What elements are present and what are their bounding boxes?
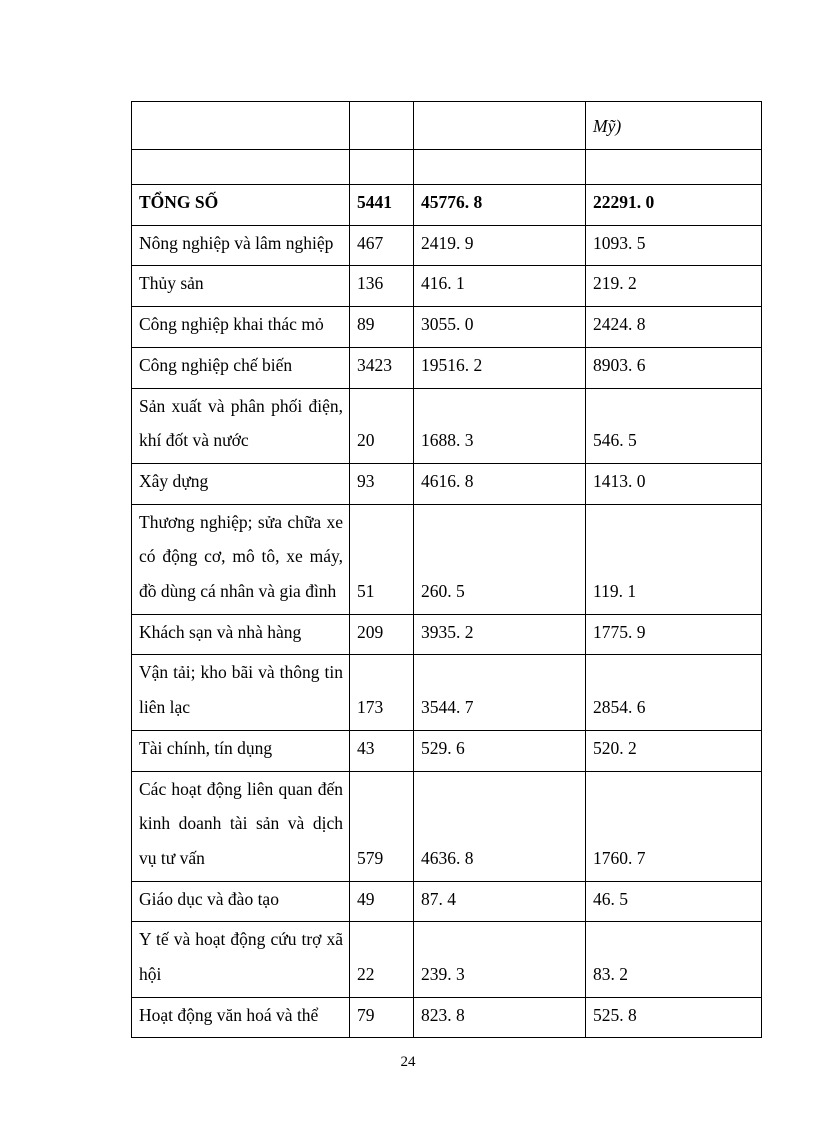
table-row [132, 771, 762, 881]
table-row [132, 997, 762, 1038]
sector-registered-capital: 1688. 3 [414, 388, 586, 463]
sector-registered-capital: 4636. 8 [414, 771, 586, 881]
sector-implemented-capital: 119. 1 [586, 504, 762, 614]
sector-implemented-capital: 1775. 9 [586, 614, 762, 655]
sector-registered-capital: 260. 5 [414, 504, 586, 614]
sector-registered-capital: 2419. 9 [414, 225, 586, 266]
sector-name: Vận tải; kho bãi và thông tin liên lạc [132, 655, 350, 730]
fdi-sector-table [131, 101, 762, 1038]
total-label: TỔNG SỐ [132, 185, 350, 226]
sector-name: Tài chính, tín dụng [132, 730, 350, 771]
sector-name: Giáo dục và đào tạo [132, 881, 350, 922]
total-registered-capital: 45776. 8 [414, 185, 586, 226]
table-row [132, 225, 762, 266]
sector-implemented-capital: 520. 2 [586, 730, 762, 771]
sector-implemented-capital: 2424. 8 [586, 307, 762, 348]
sector-registered-capital: 19516. 2 [414, 347, 586, 388]
header-unit-text: Mỹ) [593, 116, 622, 137]
sector-implemented-capital: 219. 2 [586, 266, 762, 307]
sector-name: Công nghiệp chế biến [132, 347, 350, 388]
sector-implemented-capital: 1760. 7 [586, 771, 762, 881]
sector-implemented-capital: 2854. 6 [586, 655, 762, 730]
sector-projects: 136 [350, 266, 414, 307]
blank-cell-1 [132, 150, 350, 185]
header-row-continuation [132, 102, 762, 150]
sector-projects: 22 [350, 922, 414, 997]
table-row [132, 463, 762, 504]
sector-name: Nông nghiệp và lâm nghiệp [132, 225, 350, 266]
sector-projects: 89 [350, 307, 414, 348]
sector-projects: 579 [350, 771, 414, 881]
table-row [132, 614, 762, 655]
sector-registered-capital: 3055. 0 [414, 307, 586, 348]
sector-name: Thủy sản [132, 266, 350, 307]
sector-name: Hoạt động văn hoá và thể [132, 997, 350, 1038]
sector-name: Các hoạt động liên quan đến kinh doanh tài sản và dịch vụ tư vấn [132, 771, 350, 881]
sector-implemented-capital: 8903. 6 [586, 347, 762, 388]
table-row [132, 922, 762, 997]
sector-name: Khách sạn và nhà hàng [132, 614, 350, 655]
sector-implemented-capital: 546. 5 [586, 388, 762, 463]
header-cell-registered-capital [414, 102, 586, 150]
sector-implemented-capital: 83. 2 [586, 922, 762, 997]
total-projects: 5441 [350, 185, 414, 226]
sector-projects: 173 [350, 655, 414, 730]
sector-name: Xây dựng [132, 463, 350, 504]
total-implemented-capital: 22291. 0 [586, 185, 762, 226]
sector-registered-capital: 4616. 8 [414, 463, 586, 504]
sector-projects: 43 [350, 730, 414, 771]
header-row-blank [132, 150, 762, 185]
table-row [132, 881, 762, 922]
sector-projects: 20 [350, 388, 414, 463]
sector-projects: 51 [350, 504, 414, 614]
sector-name: Thương nghiệp; sửa chữa xe có động cơ, mô tô, xe máy, đồ dùng cá nhân và gia đình [132, 504, 350, 614]
sector-name: Y tế và hoạt động cứu trợ xã hội [132, 922, 350, 997]
sector-projects: 49 [350, 881, 414, 922]
sector-registered-capital: 416. 1 [414, 266, 586, 307]
sector-projects: 467 [350, 225, 414, 266]
sector-registered-capital: 3935. 2 [414, 614, 586, 655]
sector-implemented-capital: 525. 8 [586, 997, 762, 1038]
table-row [132, 730, 762, 771]
header-cell-sector [132, 102, 350, 150]
header-cell-projects [350, 102, 414, 150]
sector-implemented-capital: 1093. 5 [586, 225, 762, 266]
sector-registered-capital: 529. 6 [414, 730, 586, 771]
sector-implemented-capital: 1413. 0 [586, 463, 762, 504]
table-row [132, 307, 762, 348]
table-row [132, 504, 762, 614]
total-row [132, 185, 762, 226]
sector-name: Công nghiệp khai thác mỏ [132, 307, 350, 348]
blank-cell-3 [414, 150, 586, 185]
sector-registered-capital: 3544. 7 [414, 655, 586, 730]
header-cell-implemented-capital [586, 102, 762, 150]
sector-projects: 209 [350, 614, 414, 655]
page-number: 24 [400, 1054, 416, 1070]
blank-cell-2 [350, 150, 414, 185]
blank-cell-4 [586, 150, 762, 185]
sector-registered-capital: 239. 3 [414, 922, 586, 997]
table-row [132, 347, 762, 388]
sector-projects: 3423 [350, 347, 414, 388]
sector-name: Sản xuất và phân phối điện, khí đốt và nước [132, 388, 350, 463]
table-row [132, 266, 762, 307]
sector-registered-capital: 87. 4 [414, 881, 586, 922]
table-row [132, 388, 762, 463]
table-row [132, 655, 762, 730]
sector-registered-capital: 823. 8 [414, 997, 586, 1038]
sector-projects: 93 [350, 463, 414, 504]
sector-projects: 79 [350, 997, 414, 1038]
sector-implemented-capital: 46. 5 [586, 881, 762, 922]
